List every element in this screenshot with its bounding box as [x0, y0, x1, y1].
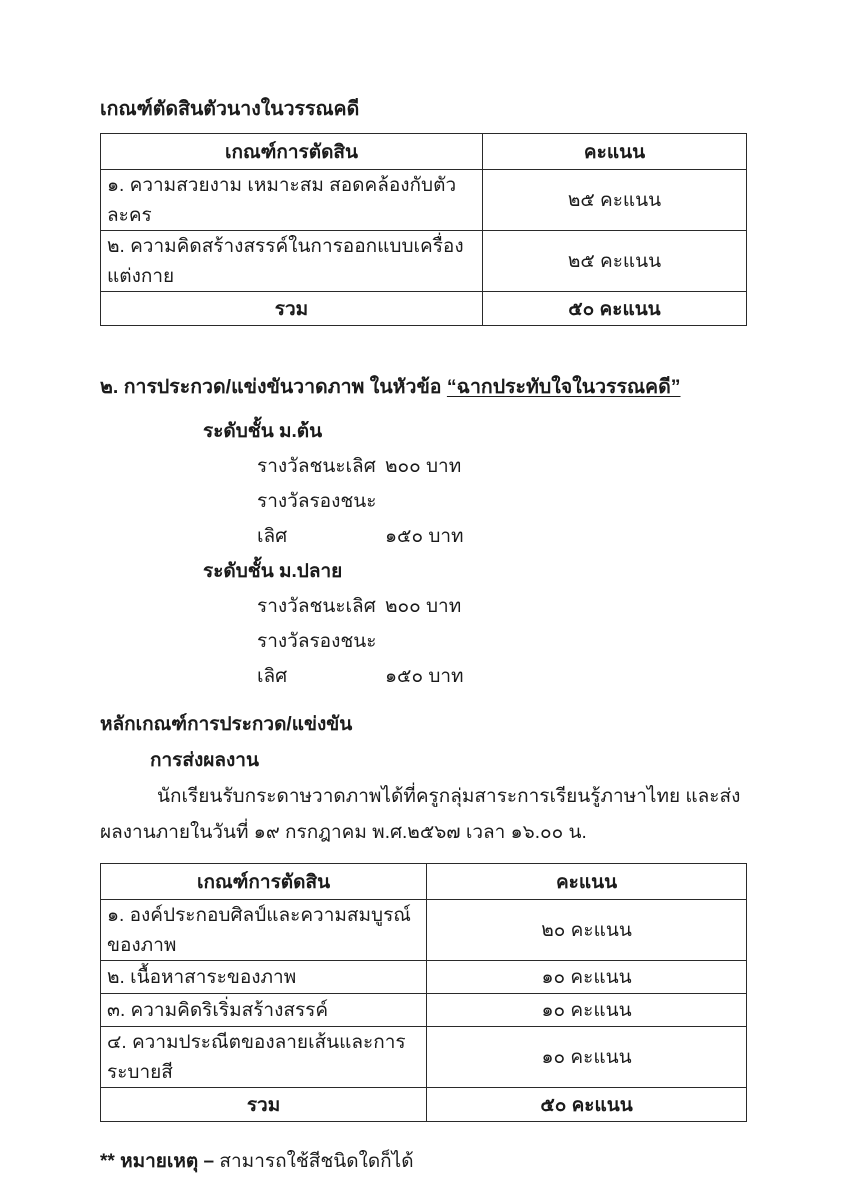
- total-value-cell: ๕๐ คะแนน: [427, 1088, 747, 1122]
- document-content: [100, 96, 747, 1175]
- prize-amount: ๑๕๐ บาท: [385, 526, 464, 547]
- prize-row: [257, 484, 747, 554]
- level-name-senior: ระดับชั้น ม.ปลาย: [203, 561, 343, 582]
- criteria-cell: ๓. ความคิดริเริ่มสร้างสรรค์: [101, 994, 427, 1027]
- table-total-row: [101, 1088, 747, 1122]
- section2-heading: [100, 374, 747, 400]
- prize-amount: ๒๐๐ บาท: [385, 456, 462, 477]
- column-header-criteria: เกณฑ์การตัดสิน: [101, 134, 483, 170]
- prize-label: รางวัลชนะเลิศ: [257, 456, 376, 477]
- table-header-row: [101, 134, 747, 170]
- prize-label: รางวัลชนะเลิศ: [257, 596, 376, 617]
- note-text: สามารถใช้สีชนิดใดก็ได้: [214, 1151, 414, 1172]
- criteria-table-costume: [100, 133, 747, 326]
- total-label-cell: รวม: [101, 1088, 427, 1122]
- section1-title: เกณฑ์ตัดสินตัวนางในวรรณคดี: [100, 98, 360, 120]
- column-header-score: คะแนน: [482, 134, 746, 170]
- prize-amount: ๑๕๐ บาท: [385, 666, 464, 687]
- prize-amount: ๒๐๐ บาท: [385, 596, 462, 617]
- prize-row: [257, 589, 747, 624]
- section2-heading-prefix: ๒. การประกวด/แข่งขันวาดภาพ ในหัวข้อ: [100, 376, 447, 398]
- criteria-cell: ๑. องค์ประกอบศิลป์และความสมบูรณ์ของภาพ: [101, 900, 427, 961]
- column-header-score: คะแนน: [427, 864, 747, 900]
- table-row: [101, 170, 747, 231]
- score-cell: ๒๕ คะแนน: [482, 231, 746, 292]
- submission-heading: การส่งผลงาน: [150, 750, 259, 771]
- prize-row: [257, 624, 747, 694]
- criteria-cell: ๒. ความคิดสร้างสรรค์ในการออกแบบเครื่องแต่งกาย: [101, 231, 483, 292]
- score-cell: ๒๐ คะแนน: [427, 900, 747, 961]
- criteria-cell: ๔. ความประณีตของลายเส้นและการระบายสี: [101, 1027, 427, 1088]
- section2-heading-topic: “ฉากประทับใจในวรรณคดี”: [446, 376, 681, 398]
- table-total-row: [101, 292, 747, 326]
- criteria-table-drawing: [100, 863, 747, 1122]
- prize-label: รางวัลรองชนะเลิศ: [257, 491, 377, 547]
- table-row: [101, 231, 747, 292]
- table-row: [101, 994, 747, 1027]
- score-cell: ๑๐ คะแนน: [427, 994, 747, 1027]
- column-header-criteria: เกณฑ์การตัดสิน: [101, 864, 427, 900]
- criteria-cell: ๒. เนื้อหาสาระของภาพ: [101, 961, 427, 994]
- score-cell: ๒๕ คะแนน: [482, 170, 746, 231]
- table-row: [101, 1027, 747, 1088]
- prize-label: รางวัลรองชนะเลิศ: [257, 631, 377, 687]
- total-label-cell: รวม: [101, 292, 483, 326]
- rules-heading: หลักเกณฑ์การประกวด/แข่งขัน: [100, 714, 353, 735]
- table-row: [101, 961, 747, 994]
- prize-row: [257, 449, 747, 484]
- criteria-cell: ๑. ความสวยงาม เหมาะสม สอดคล้องกับตัวละคร: [101, 170, 483, 231]
- level-name-junior: ระดับชั้น ม.ต้น: [203, 421, 323, 442]
- score-cell: ๑๐ คะแนน: [427, 961, 747, 994]
- table-header-row: [101, 864, 747, 900]
- table-row: [101, 900, 747, 961]
- note-label: ** หมายเหตุ –: [100, 1151, 215, 1172]
- score-cell: ๑๐ คะแนน: [427, 1027, 747, 1088]
- submission-paragraph: นักเรียนรับกระดาษวาดภาพได้ที่ครูกลุ่มสาระการเรียนรู้ภาษาไทย และส่งผลงานภายในวันที่ ๑๙ กรกฎาคม พ.ศ.๒๕๖๗ เวลา ๑๖.๐๐ น.: [100, 786, 741, 843]
- note-line: [100, 1149, 747, 1175]
- total-value-cell: ๕๐ คะแนน: [482, 292, 746, 326]
